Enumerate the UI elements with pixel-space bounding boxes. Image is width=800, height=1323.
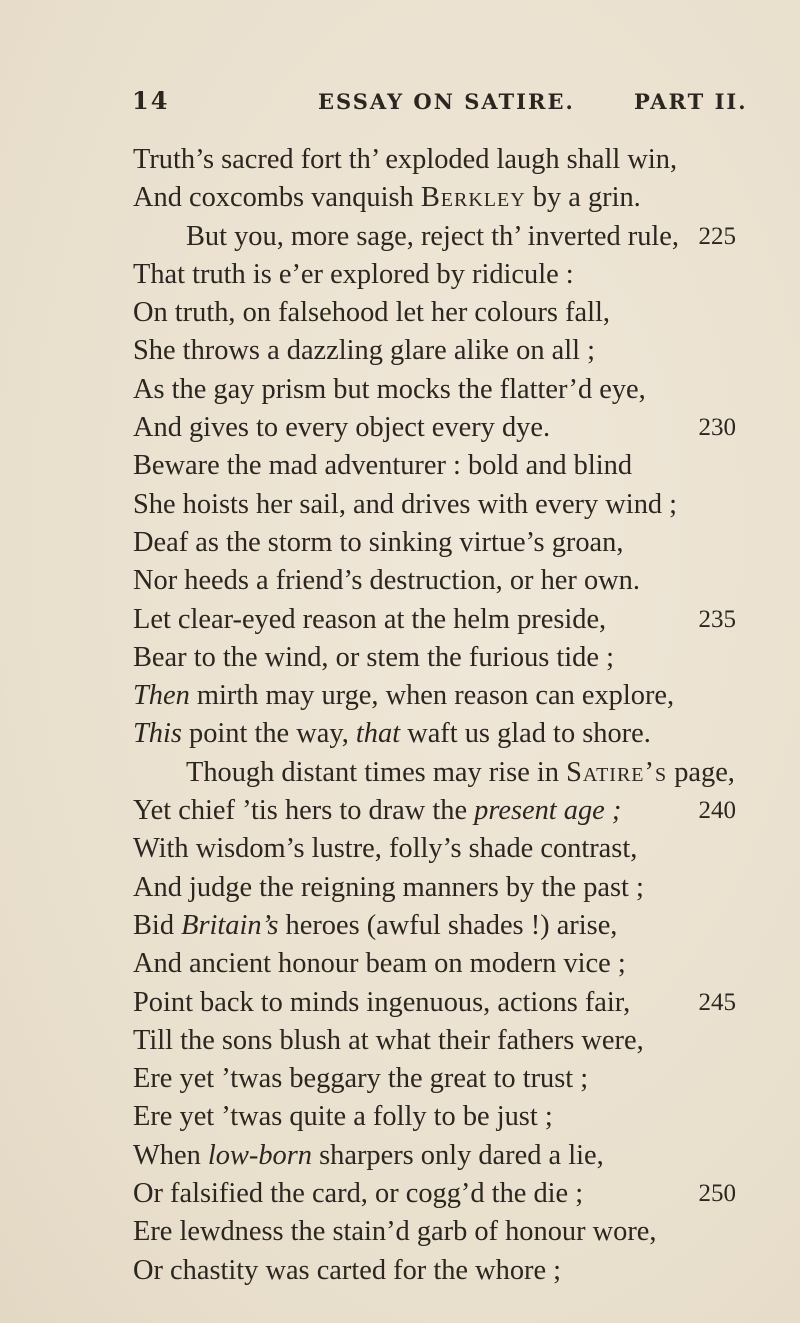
verse-text bbox=[133, 1252, 561, 1290]
text-segment: On truth, on falsehood let her colours fall, bbox=[133, 297, 610, 329]
italic-text: This bbox=[133, 718, 182, 750]
verse-text bbox=[133, 869, 644, 907]
italic-text: Britain’s bbox=[181, 909, 279, 941]
verse-text bbox=[133, 639, 614, 677]
poem-body bbox=[0, 141, 800, 1290]
verse-line bbox=[0, 601, 800, 639]
text-segment: Though distant times may rise in bbox=[186, 756, 567, 788]
verse-line bbox=[0, 332, 800, 370]
verse-line bbox=[0, 639, 800, 677]
verse-text bbox=[186, 754, 735, 792]
verse-line bbox=[0, 715, 800, 753]
text-segment: When bbox=[133, 1139, 208, 1171]
text-segment: Till the sons blush at what their fathers were, bbox=[133, 1024, 644, 1056]
text-segment: That truth is e’er explored by ridicule : bbox=[133, 258, 574, 290]
verse-line bbox=[0, 754, 800, 792]
verse-line bbox=[0, 524, 800, 562]
text-segment: Yet chief ’tis hers to draw the bbox=[133, 795, 475, 827]
line-number: 235 bbox=[698, 605, 736, 633]
text-segment: Bid bbox=[133, 909, 182, 941]
text-segment: point the way, bbox=[181, 718, 356, 750]
text-segment: And judge the reigning manners by the past ; bbox=[133, 871, 644, 903]
verse-line bbox=[0, 792, 800, 830]
line-number: 240 bbox=[698, 797, 736, 825]
text-segment: page, bbox=[667, 756, 735, 788]
text-segment: Bear to the wind, or stem the furious tide ; bbox=[133, 641, 614, 673]
verse-line bbox=[0, 869, 800, 907]
italic-text: that bbox=[355, 718, 401, 750]
italic-text: low-born bbox=[207, 1139, 312, 1171]
verse-text bbox=[133, 715, 651, 753]
line-number: 230 bbox=[698, 414, 736, 442]
verse-line bbox=[0, 562, 800, 600]
verse-line bbox=[0, 1137, 800, 1175]
verse-text bbox=[186, 218, 679, 256]
verse-text bbox=[133, 830, 637, 868]
text-segment: And ancient honour beam on modern vice ; bbox=[133, 948, 626, 980]
verse-line bbox=[0, 447, 800, 485]
verse-text bbox=[133, 562, 640, 600]
text-segment: Ere yet ’twas beggary the great to trust ; bbox=[133, 1063, 589, 1095]
text-segment: Or falsified the card, or cogg’d the die ; bbox=[133, 1178, 584, 1210]
running-title: ESSAY ON SATIRE. bbox=[318, 89, 575, 114]
verse-text bbox=[133, 447, 632, 485]
text-segment: Nor heeds a friend’s destruction, or her own. bbox=[133, 565, 640, 597]
verse-line bbox=[0, 677, 800, 715]
verse-line bbox=[0, 371, 800, 409]
verse-line bbox=[0, 409, 800, 447]
page-number: 14 bbox=[132, 86, 170, 115]
verse-text bbox=[133, 601, 606, 639]
verse-text bbox=[133, 179, 641, 217]
verse-line bbox=[0, 141, 800, 179]
verse-text bbox=[133, 486, 677, 524]
text-segment: Deaf as the storm to sinking virtue’s groan, bbox=[133, 526, 624, 558]
page-header bbox=[0, 83, 800, 123]
text-segment: But you, more sage, reject th’ inverted rule, bbox=[186, 220, 679, 252]
verse-text bbox=[133, 1175, 583, 1213]
verse-text bbox=[133, 1060, 588, 1098]
verse-line bbox=[0, 179, 800, 217]
verse-line bbox=[0, 1175, 800, 1213]
verse-text bbox=[133, 792, 621, 830]
verse-line bbox=[0, 1098, 800, 1136]
verse-text bbox=[133, 907, 617, 945]
verse-text bbox=[133, 524, 623, 562]
verse-text bbox=[133, 984, 630, 1022]
verse-line bbox=[0, 1213, 800, 1251]
verse-text bbox=[133, 256, 574, 294]
text-segment: by a grin. bbox=[525, 182, 641, 214]
verse-text bbox=[133, 332, 595, 370]
text-segment: And coxcombs vanquish bbox=[133, 182, 421, 214]
italic-text: present age ; bbox=[474, 795, 622, 827]
verse-line bbox=[0, 907, 800, 945]
text-segment: Point back to minds ingenuous, actions fair, bbox=[133, 986, 631, 1018]
verse-line bbox=[0, 256, 800, 294]
text-segment: Ere lewdness the stain’d garb of honour wore, bbox=[133, 1216, 657, 1248]
verse-text bbox=[133, 371, 646, 409]
text-segment: Truth’s sacred fort th’ exploded laugh shall win, bbox=[133, 144, 678, 175]
verse-text bbox=[133, 1022, 644, 1060]
verse-text bbox=[133, 1098, 553, 1136]
text-segment: And gives to every object every dye. bbox=[133, 412, 551, 444]
text-segment: Let clear-eyed reason at the helm preside, bbox=[133, 603, 607, 635]
text-segment: heroes (awful shades !) arise, bbox=[278, 909, 618, 941]
verse-line bbox=[0, 830, 800, 868]
verse-line bbox=[0, 486, 800, 524]
verse-line bbox=[0, 294, 800, 332]
verse-line bbox=[0, 1022, 800, 1060]
verse-line bbox=[0, 1060, 800, 1098]
line-number: 225 bbox=[698, 222, 736, 250]
verse-text bbox=[133, 1137, 604, 1175]
verse-text bbox=[133, 945, 626, 983]
verse-text bbox=[133, 294, 610, 332]
line-number: 250 bbox=[698, 1180, 736, 1208]
verse-text bbox=[133, 677, 674, 715]
text-segment: Ere yet ’twas quite a folly to be just ; bbox=[133, 1101, 553, 1133]
verse-line bbox=[0, 218, 800, 256]
text-segment: mirth may urge, when reason can explore, bbox=[189, 680, 675, 712]
text-segment: Beware the mad adventurer : bold and blind bbox=[133, 450, 633, 482]
text-segment: waft us glad to shore. bbox=[400, 718, 651, 750]
small-caps-text: Berkley bbox=[420, 182, 526, 214]
verse-text bbox=[133, 409, 550, 447]
text-segment: As the gay prism but mocks the flatter’d eye, bbox=[133, 373, 646, 405]
part-label: PART II. bbox=[634, 89, 748, 114]
small-caps-text: Satire’s bbox=[566, 756, 668, 788]
verse-text bbox=[133, 141, 677, 179]
italic-text: Then bbox=[133, 680, 190, 712]
verse-line bbox=[0, 984, 800, 1022]
verse-line bbox=[0, 945, 800, 983]
verse-line bbox=[0, 1252, 800, 1290]
verse-text bbox=[133, 1213, 657, 1251]
text-segment: Or chastity was carted for the whore ; bbox=[133, 1254, 562, 1286]
text-segment: She throws a dazzling glare alike on all ; bbox=[133, 335, 595, 367]
text-segment: With wisdom’s lustre, folly’s shade contrast, bbox=[133, 833, 638, 865]
text-segment: sharpers only dared a lie, bbox=[312, 1139, 604, 1171]
text-segment: She hoists her sail, and drives with every wind ; bbox=[133, 488, 678, 520]
line-number: 245 bbox=[698, 988, 736, 1016]
